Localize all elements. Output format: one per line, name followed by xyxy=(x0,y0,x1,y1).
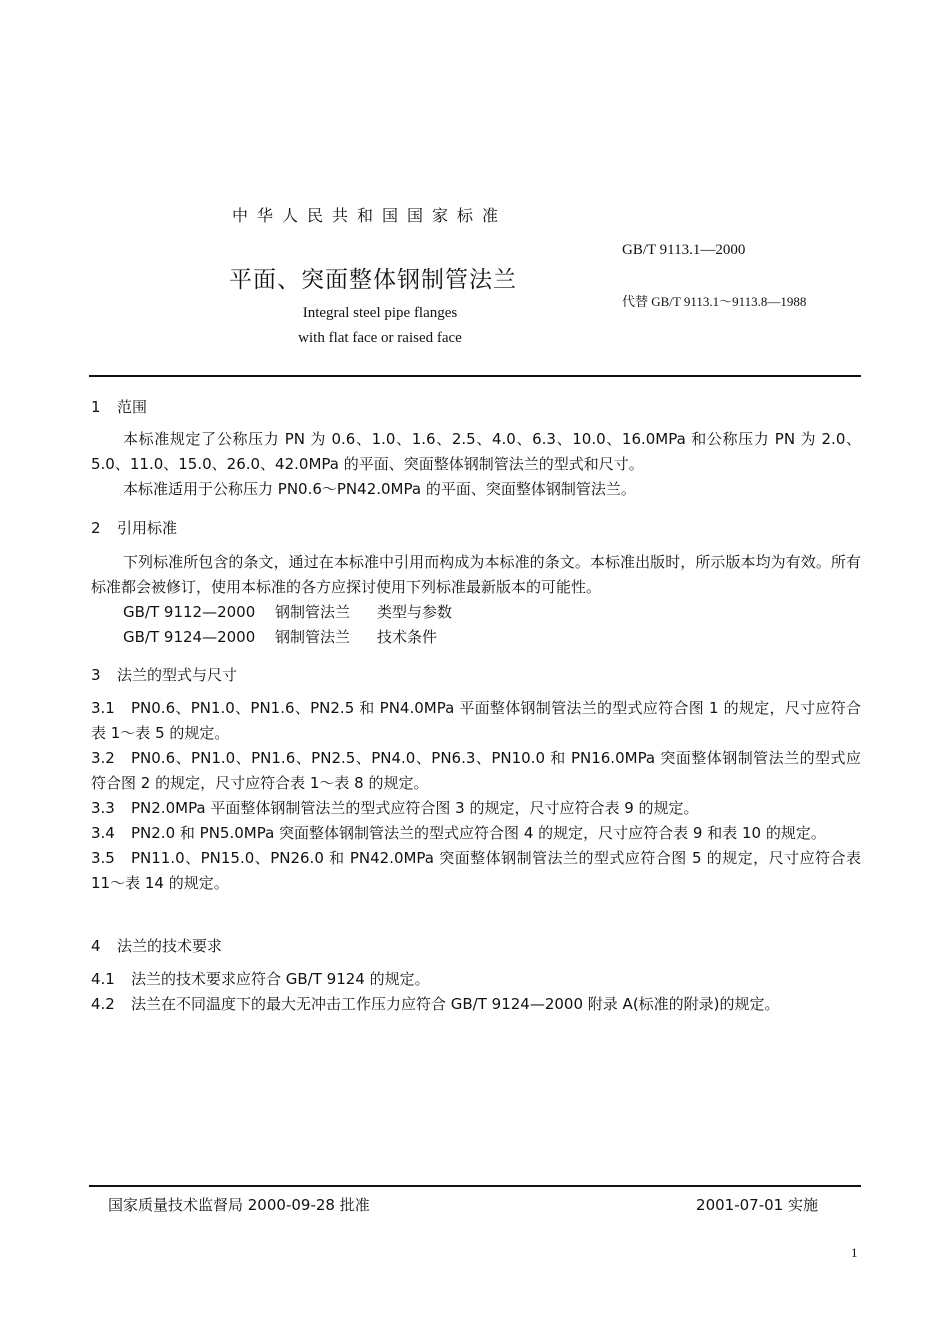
section-1-body xyxy=(91,427,861,502)
clause-text: PN0.6、PN1.0、PN1.6、PN2.5 和 PN4.0MPa 平面整体钢制管法兰的型式应符合图 1 的规定，尺寸应符合表 1～表 5 的规定。 xyxy=(91,699,861,742)
clause-number: 3.4 xyxy=(91,824,115,842)
standard-number: GB/T 9113.1—2000 xyxy=(622,242,746,258)
section-1-heading xyxy=(91,396,147,417)
reference-name: 钢制管法兰 xyxy=(275,628,351,646)
clause-text: 法兰在不同温度下的最大无冲击工作压力应符合 GB/T 9124—2000 附录 A(标准的附录)的规定。 xyxy=(131,995,780,1013)
clause-4-2 xyxy=(91,992,861,1017)
document-title-en-line2: with flat face or raised face xyxy=(298,330,462,346)
clause-3-1 xyxy=(91,696,861,746)
document-title-cn: 平面、突面整体钢制管法兰 xyxy=(229,267,517,293)
section-1-number: 1 xyxy=(91,398,101,416)
clause-text: PN2.0 和 PN5.0MPa 突面整体钢制管法兰的型式应符合图 4 的规定，尺寸应符合表 9 和表 10 的规定。 xyxy=(131,824,826,842)
clause-number: 3.2 xyxy=(91,749,115,767)
section-2-body xyxy=(91,550,861,650)
replaces-standard: 代替 GB/T 9113.1～9113.8—1988 xyxy=(622,294,807,309)
section-4-body xyxy=(91,967,861,1017)
clause-number: 4.1 xyxy=(91,970,115,988)
section-4-heading xyxy=(91,935,222,956)
clause-number: 3.5 xyxy=(91,849,115,867)
reference-item xyxy=(91,625,861,650)
reference-code: GB/T 9124—2000 xyxy=(123,628,256,646)
section-3-body xyxy=(91,696,861,896)
clause-number: 3.3 xyxy=(91,799,115,817)
clause-3-3 xyxy=(91,796,861,821)
clause-3-2 xyxy=(91,746,861,796)
section-1-paragraph: 本标准适用于公称压力 PN0.6～PN42.0MPa 的平面、突面整体钢制管法兰。 xyxy=(123,480,636,498)
page-number: 1 xyxy=(851,1245,858,1260)
document-title-en-line1: Integral steel pipe flanges xyxy=(302,305,458,321)
section-2-heading xyxy=(91,517,177,538)
national-standard-heading: 中华人民共和国国家标准 xyxy=(232,206,508,225)
section-2-number: 2 xyxy=(91,519,101,537)
section-2-title: 引用标准 xyxy=(117,519,178,537)
clause-text: PN0.6、PN1.0、PN1.6、PN2.5、PN4.0、PN6.3、PN10.0 和 PN16.0MPa 突面整体钢制管法兰的型式应符合图 2 的规定，尺寸应符合表 1～表 8 的规定。 xyxy=(91,749,861,792)
clause-number: 4.2 xyxy=(91,995,115,1013)
clause-3-5 xyxy=(91,846,861,896)
clause-text: PN2.0MPa 平面整体钢制管法兰的型式应符合图 3 的规定，尺寸应符合表 9 的规定。 xyxy=(131,799,699,817)
clause-4-1 xyxy=(91,967,861,992)
reference-code: GB/T 9112—2000 xyxy=(123,603,256,621)
section-3-heading xyxy=(91,664,237,685)
section-3-number: 3 xyxy=(91,666,101,684)
section-1-paragraph: 本标准规定了公称压力 PN 为 0.6、1.0、1.6、2.5、4.0、6.3、10.0、16.0MPa 和公称压力 PN 为 2.0、5.0、11.0、15.0、26.0、42.0MPa 的平面、突面整体钢制管法兰的型式和尺寸。 xyxy=(91,430,861,473)
approval-statement: 国家质量技术监督局 2000-09-28 批准 xyxy=(108,1196,370,1214)
reference-item xyxy=(91,600,861,625)
section-1-title: 范围 xyxy=(117,398,148,416)
clause-3-4 xyxy=(91,821,861,846)
clause-number: 3.1 xyxy=(91,699,115,717)
section-4-number: 4 xyxy=(91,937,101,955)
reference-name: 钢制管法兰 xyxy=(275,603,351,621)
clause-text: PN11.0、PN15.0、PN26.0 和 PN42.0MPa 突面整体钢制管法兰的型式应符合图 5 的规定，尺寸应符合表 11～表 14 的规定。 xyxy=(91,849,861,892)
header-divider xyxy=(89,375,861,377)
reference-desc: 类型与参数 xyxy=(377,603,453,621)
implementation-date: 2001-07-01 实施 xyxy=(696,1196,818,1214)
section-2-intro: 下列标准所包含的条文，通过在本标准中引用而构成为本标准的条文。本标准出版时，所示版本均为有效。所有标准都会被修订，使用本标准的各方应探讨使用下列标准最新版本的可能性。 xyxy=(91,553,861,596)
section-4-title: 法兰的技术要求 xyxy=(117,937,223,955)
clause-text: 法兰的技术要求应符合 GB/T 9124 的规定。 xyxy=(131,970,430,988)
reference-desc: 技术条件 xyxy=(377,628,438,646)
section-3-title: 法兰的型式与尺寸 xyxy=(117,666,238,684)
footer-divider xyxy=(89,1185,861,1187)
